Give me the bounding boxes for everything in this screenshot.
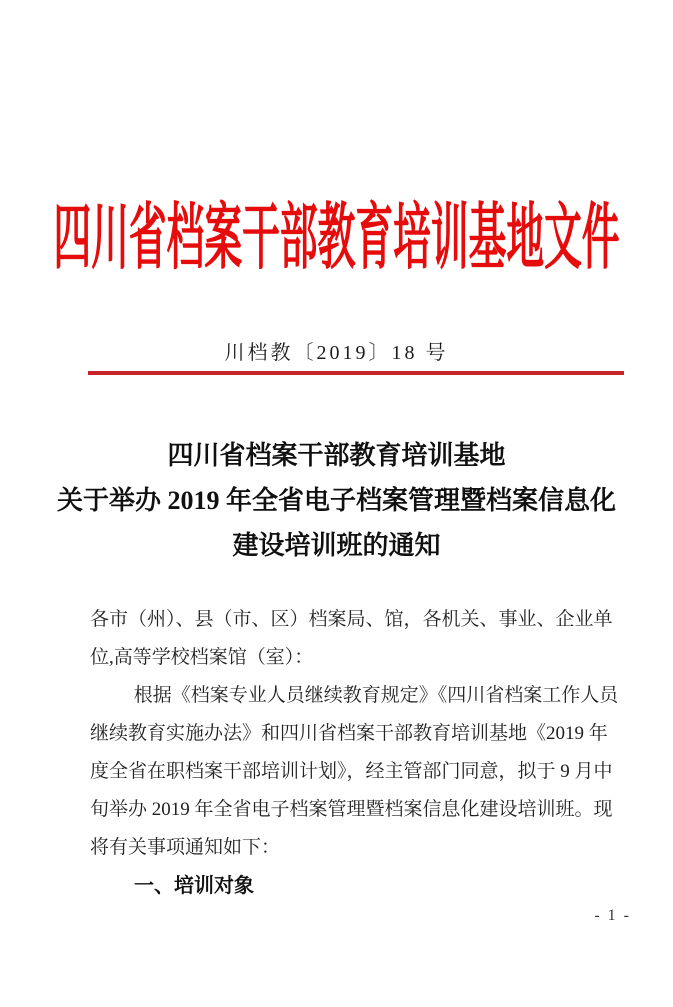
document-title-line-1: 四川省档案干部教育培训基地 [167,441,506,470]
paragraph-line-4: 旬举办 2019 年全省电子档案管理暨档案信息化建设培训班。现 [90,799,613,820]
letterhead-title: 四川省档案干部教育培训基地文件 [53,199,620,280]
document-title [20,433,653,568]
salutation-line-1: 各市（州）、县（市、区）档案局、馆，各机关、事业、企业单 [90,609,613,630]
paragraph-line-3: 度全省在职档案干部培训计划》，经主管部门同意，拟于 9 月中 [90,761,613,782]
red-separator-line [88,371,624,375]
paragraph-line-5: 将有关事项通知如下： [90,837,281,858]
letterhead [0,174,673,288]
page-number: - 1 - [594,907,631,924]
document-title-line-3: 建设培训班的通知 [232,531,441,560]
salutation-line-2: 位,高等学校档案馆（室）： [90,647,314,668]
paragraph-line-1: 根据《档案专业人员继续教育规定》《四川省档案工作人员 [133,685,619,706]
paragraph-line-2: 继续教育实施办法》和四川省档案干部教育培训基地《2019 年 [90,723,608,744]
document-body [90,601,630,905]
document-title-line-2: 关于举办 2019 年全省电子档案管理暨档案信息化 [56,486,616,515]
section-heading-1: 一、培训对象 [134,875,254,897]
document-number: 川档教〔2019〕18 号 [224,342,449,364]
